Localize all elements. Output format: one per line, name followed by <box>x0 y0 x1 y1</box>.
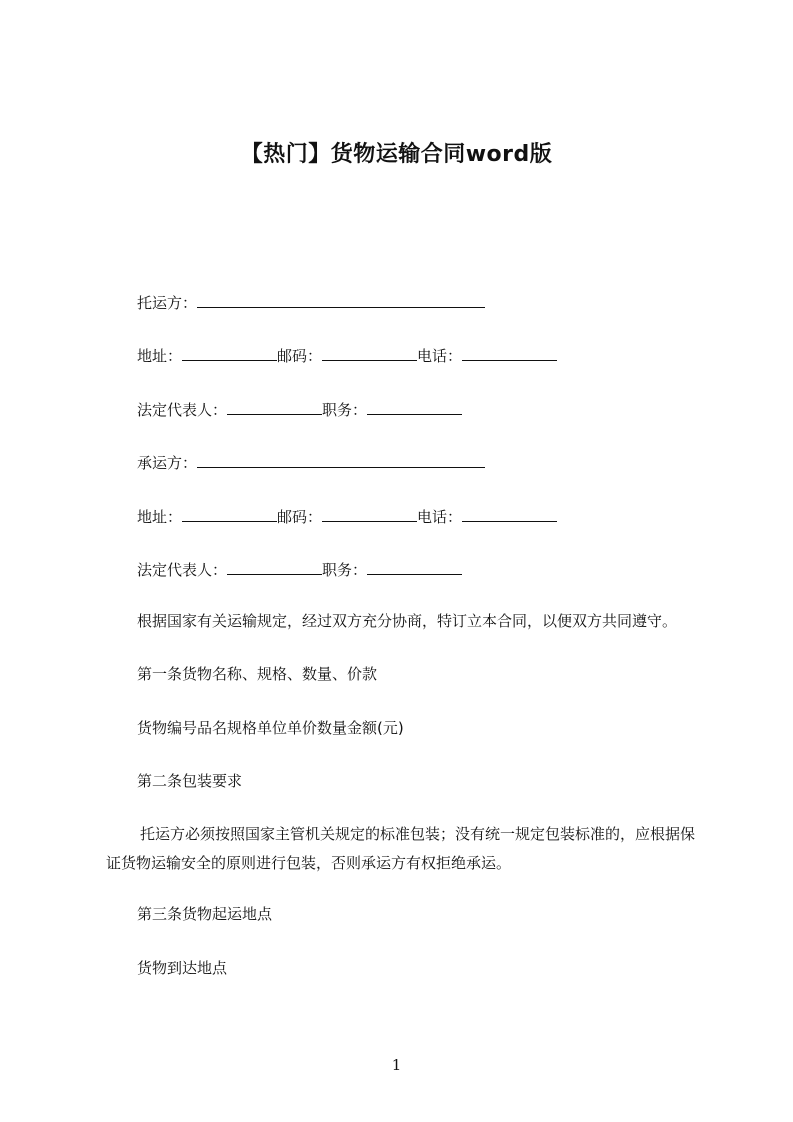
shipper-rep-label: 法定代表人： <box>137 401 228 419</box>
shipper-label: 托运方： <box>137 294 198 312</box>
article3-heading: 第三条货物起运地点 <box>137 905 273 923</box>
goods-columns: 货物编号品名规格单位单价数量金额(元) <box>137 719 404 737</box>
carrier-position-blank <box>367 559 462 575</box>
carrier-rep-blank <box>227 559 322 575</box>
carrier-position-label: 职务： <box>322 561 368 579</box>
carrier-address-blank <box>182 506 277 522</box>
article2-text: 托运方必须按照国家主管机关规定的标准包装；没有统一规定包装标准的，应根据保证货物运输安全的原则进行包装，否则承运方有权拒绝承运。 <box>106 825 696 872</box>
shipper-line <box>137 292 485 313</box>
shipper-phone-blank <box>462 345 557 361</box>
article2-heading: 第二条包装要求 <box>137 772 243 790</box>
carrier-postcode-label: 邮码： <box>277 508 323 526</box>
preamble: 根据国家有关运输规定，经过双方充分协商，特订立本合同，以便双方共同遵守。 <box>137 612 678 630</box>
shipper-position-label: 职务： <box>322 401 368 419</box>
page-number: 1 <box>391 1056 402 1074</box>
carrier-rep-label: 法定代表人： <box>137 561 228 579</box>
shipper-name-blank <box>197 292 485 308</box>
shipper-address-label: 地址： <box>137 347 183 365</box>
shipper-position-blank <box>367 399 462 415</box>
article1-heading: 第一条货物名称、规格、数量、价款 <box>137 665 378 683</box>
shipper-rep-line <box>137 399 462 420</box>
shipper-contact-line <box>137 345 557 366</box>
carrier-name-blank <box>197 452 485 468</box>
carrier-address-label: 地址： <box>137 508 183 526</box>
carrier-postcode-blank <box>322 506 417 522</box>
carrier-contact-line <box>137 506 557 527</box>
carrier-rep-line <box>137 559 462 580</box>
carrier-label: 承运方： <box>137 454 198 472</box>
shipper-phone-label: 电话： <box>417 347 463 365</box>
destination-label: 货物到达地点 <box>137 959 228 977</box>
carrier-line <box>137 452 485 473</box>
document-title: 【热门】货物运输合同word版 <box>240 142 553 167</box>
shipper-postcode-label: 邮码： <box>277 347 323 365</box>
shipper-address-blank <box>182 345 277 361</box>
shipper-rep-blank <box>227 399 322 415</box>
shipper-postcode-blank <box>322 345 417 361</box>
carrier-phone-label: 电话： <box>417 508 463 526</box>
carrier-phone-blank <box>462 506 557 522</box>
